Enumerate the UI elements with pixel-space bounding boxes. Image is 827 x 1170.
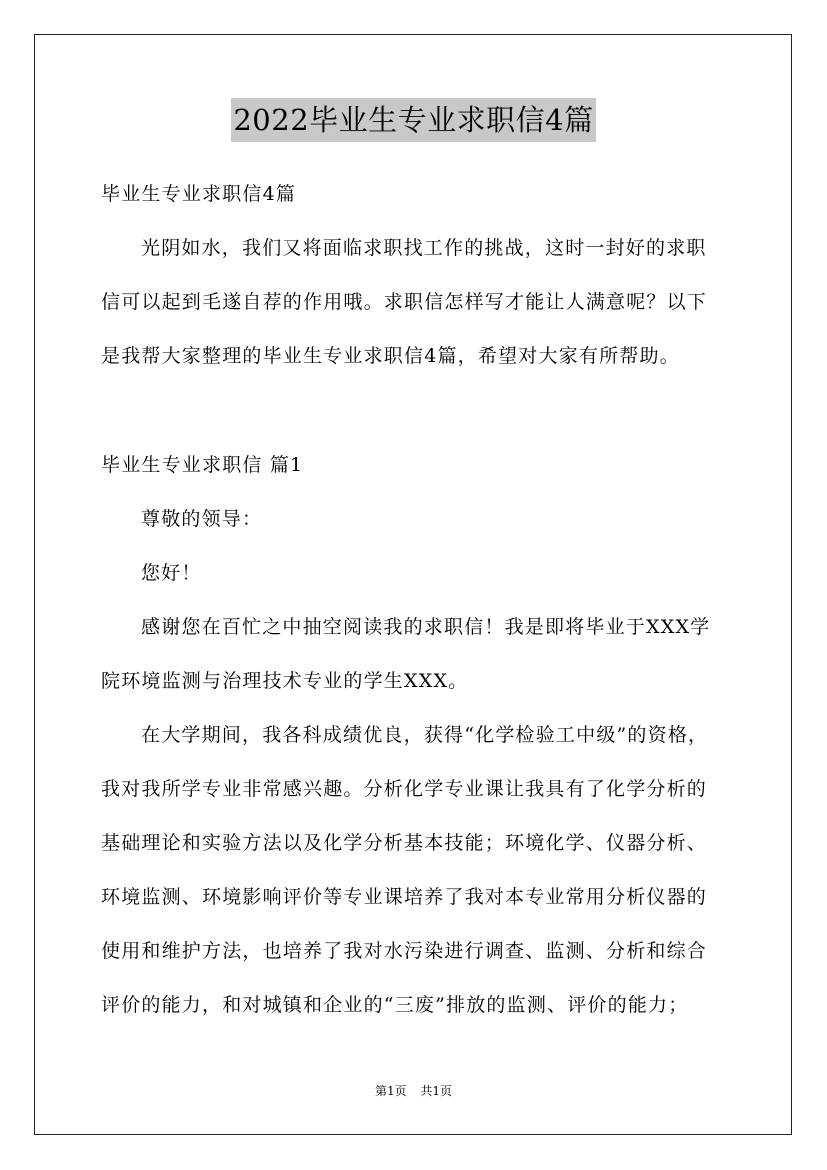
page-footer — [0, 1082, 827, 1100]
salutation: 尊敬的领导： — [141, 508, 263, 530]
page-total: 共1页 — [420, 1084, 453, 1098]
section-heading: 毕业生专业求职信 篇1 — [101, 454, 304, 476]
para2-line-1: 在大学期间，我各科成绩优良，获得“化学检验工中级”的资格， — [141, 724, 709, 746]
greeting: 您好！ — [141, 562, 202, 584]
para2-line-5: 使用和维护方法，也培养了我对水污染进行调查、监测、分析和综合 — [101, 940, 708, 962]
para2-line-3: 基础理论和实验方法以及化学分析基本技能；环境化学、仪器分析、 — [101, 832, 708, 854]
intro-line-3: 是我帮大家整理的毕业生专业求职信4篇，希望对大家有所帮助。 — [101, 345, 680, 367]
para2-line-2: 我对我所学专业非常感兴趣。分析化学专业课让我具有了化学分析的 — [101, 778, 708, 800]
intro-line-2: 信可以起到毛遂自荐的作用哦。求职信怎样写才能让人满意呢？以下 — [101, 291, 708, 313]
intro-line-1: 光阴如水，我们又将面临求职找工作的挑战，这时一封好的求职 — [141, 237, 707, 259]
para2-line-6: 评价的能力，和对城镇和企业的“三废”排放的监测、评价的能力； — [101, 994, 689, 1016]
document-subtitle: 毕业生专业求职信4篇 — [101, 183, 297, 205]
title-container — [0, 98, 827, 142]
para2-line-4: 环境监测、环境影响评价等专业课培养了我对本专业常用分析仪器的 — [101, 886, 708, 908]
page-number: 第1页 — [374, 1084, 407, 1098]
para1-line-2: 院环境监测与治理技术专业的学生XXX。 — [101, 670, 469, 692]
document-title: 2022毕业生专业求职信4篇 — [231, 98, 595, 142]
para1-line-1: 感谢您在百忙之中抽空阅读我的求职信！我是即将毕业于XXX学 — [141, 616, 711, 638]
